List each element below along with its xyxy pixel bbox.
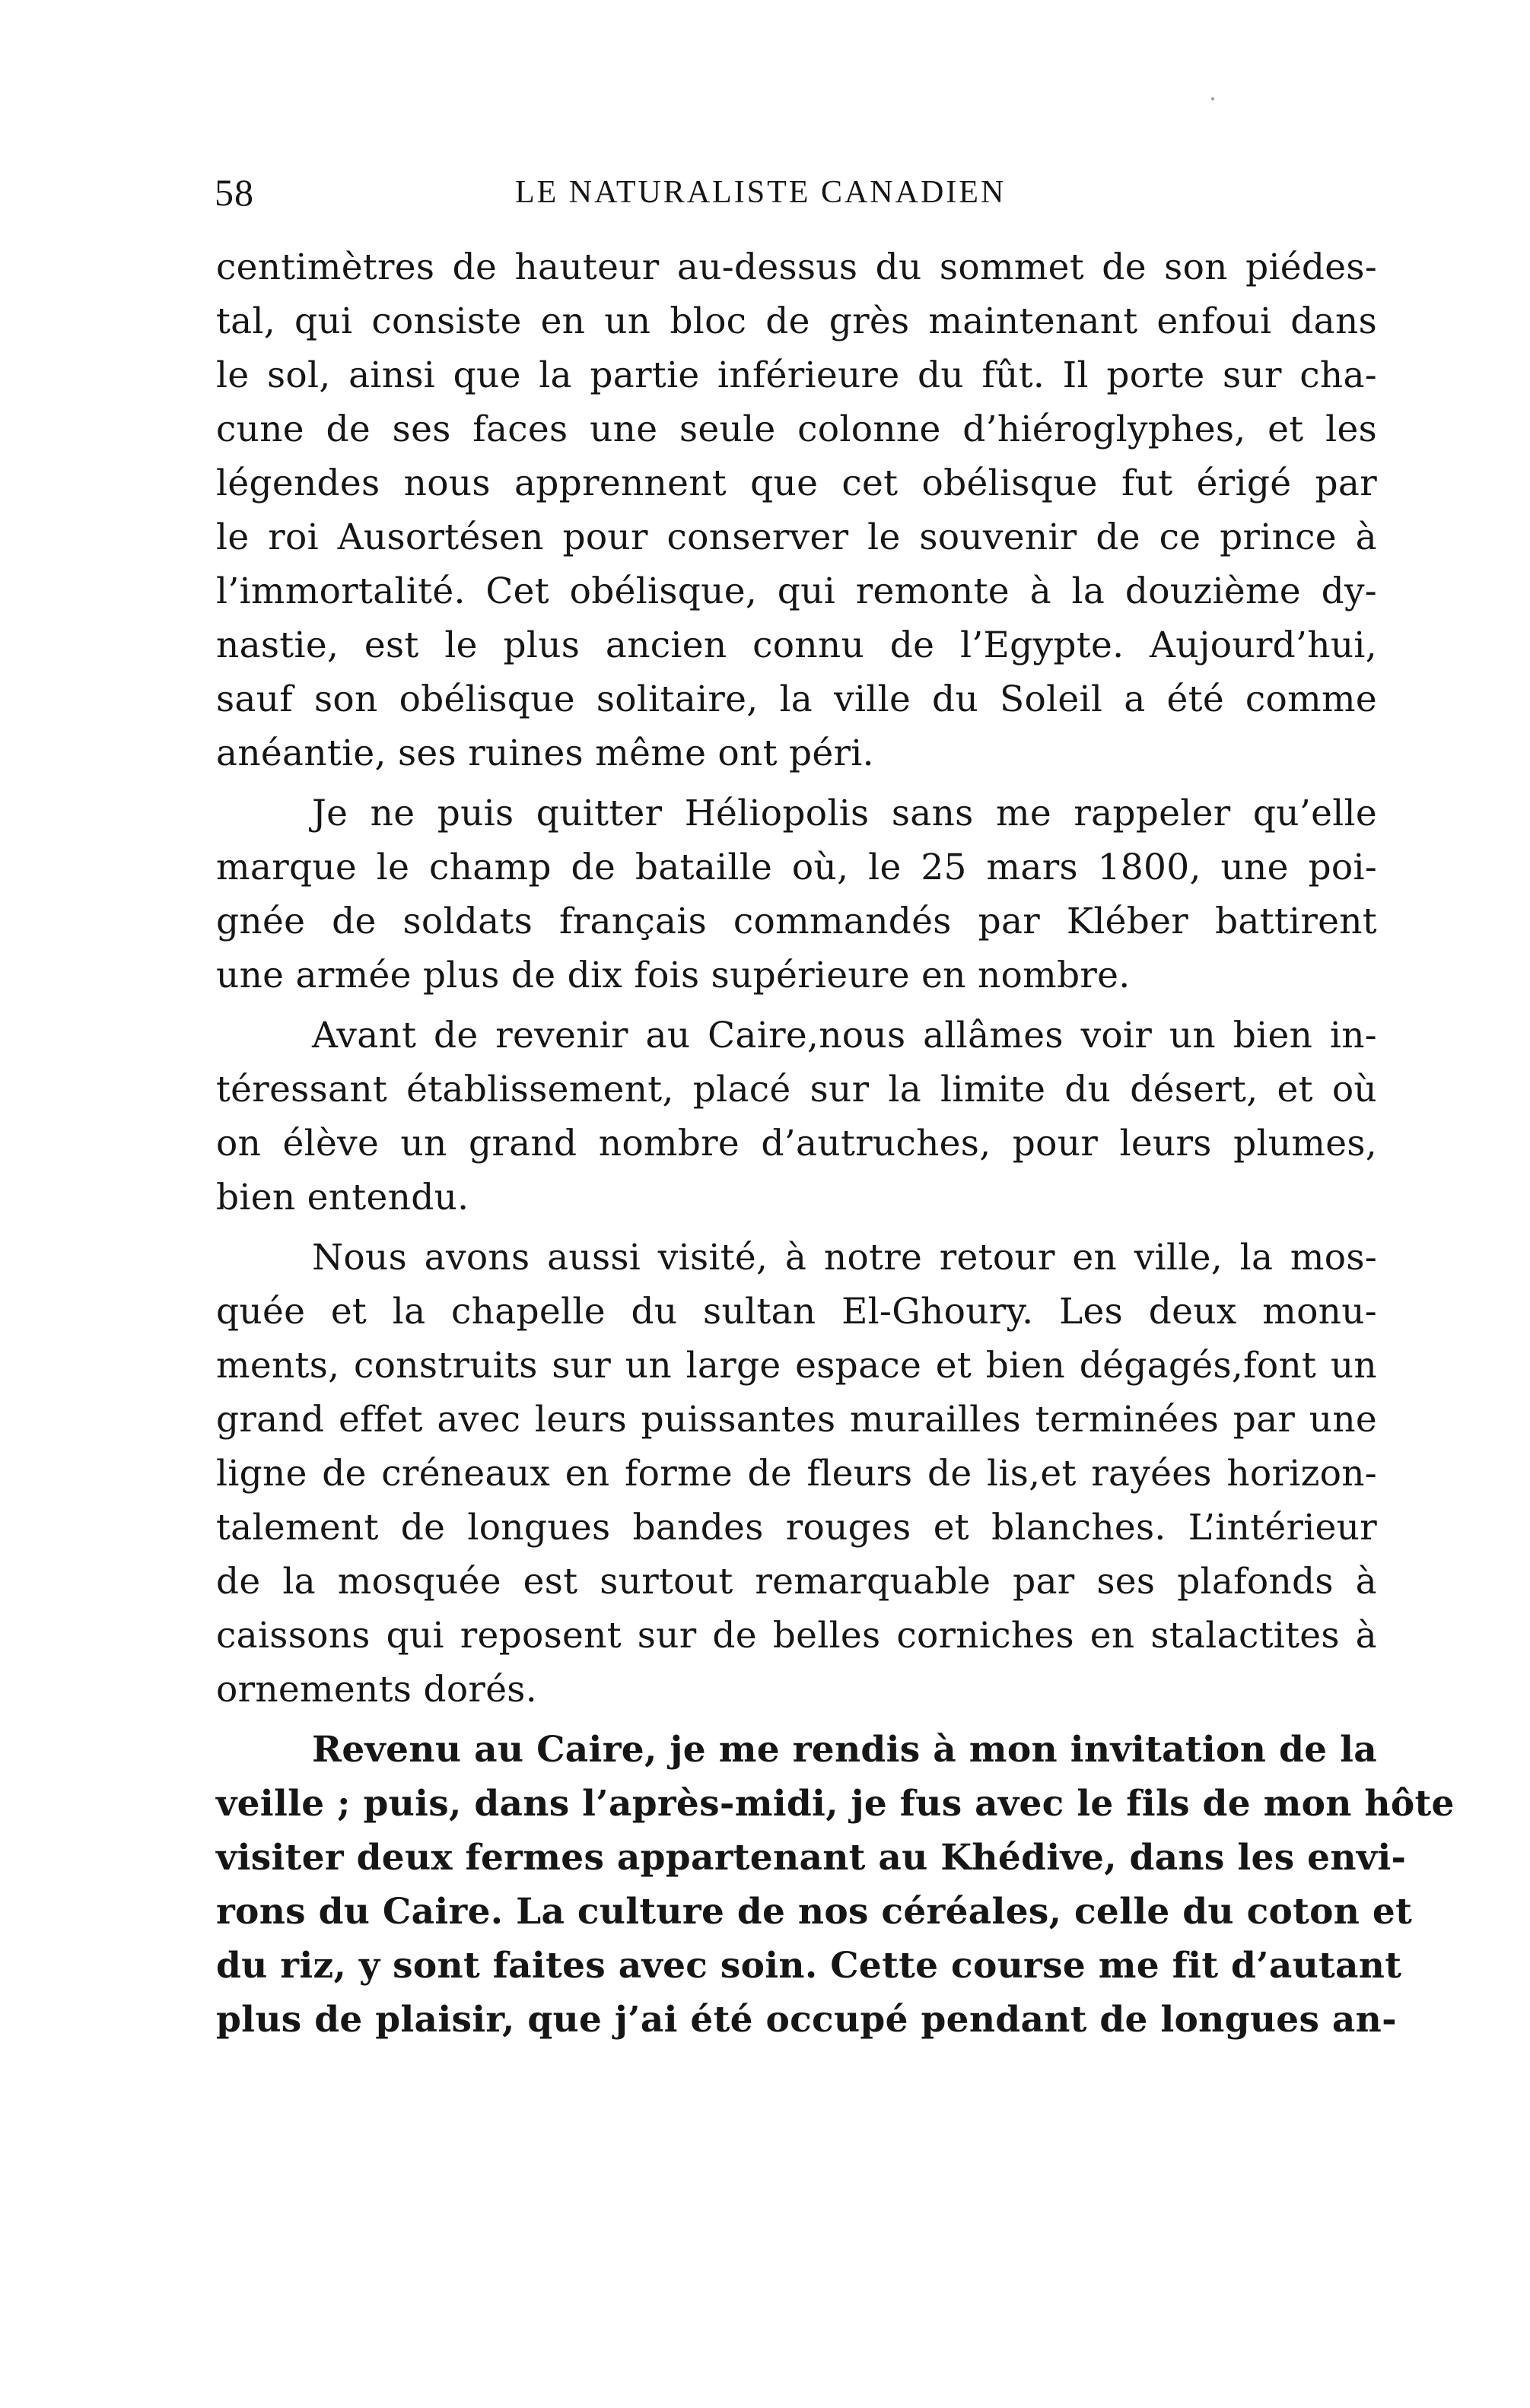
text-line: anéantie, ses ruines même ont péri. (216, 732, 874, 774)
text-line: sauf son obélisque solitaire, la ville du Soleil a été comme (216, 678, 1377, 720)
text-line: tal, qui consiste en un bloc de grès maintenant enfoui dans (216, 300, 1377, 342)
paper-speck (1211, 97, 1214, 100)
text-line: Je ne puis quitter Héliopolis sans me rappeler qu’elle (312, 793, 1377, 834)
text-line: nastie, est le plus ancien connu de l’Egypte. Aujourd’hui, (216, 624, 1377, 666)
text-line: le sol, ainsi que la partie inférieure du fût. Il porte sur cha- (216, 354, 1377, 396)
text-line: téressant établissement, placé sur la limite du désert, et où (216, 1069, 1377, 1110)
text-line: bien entendu. (216, 1177, 469, 1218)
text-line: du riz, y sont faites avec soin. Cette course me fit d’autant (216, 1945, 1402, 1987)
text-line: Avant de revenir au Caire,nous allâmes voir un bien in- (312, 1015, 1377, 1056)
text-line: une armée plus de dix fois supérieure en nombre. (216, 955, 1131, 996)
paragraph (216, 240, 1377, 780)
text-line: caissons qui reposent sur de belles corniches en stalactites à (216, 1615, 1377, 1657)
text-line: de la mosquée est surtout remarquable par ses plafonds à (216, 1561, 1377, 1603)
text-line: talement de longues bandes rouges et blanches. L’intérieur (216, 1507, 1377, 1549)
text-line: ligne de créneaux en forme de fleurs de lis,et rayées horizon- (216, 1453, 1377, 1495)
text-line: plus de plaisir, que j’ai été occupé pendant de longues an- (216, 1999, 1397, 2041)
text-line: grand effet avec leurs puissantes murailles terminées par une (216, 1399, 1377, 1441)
body-text (216, 240, 1455, 2047)
running-head (215, 166, 1379, 219)
text-line: ornements dorés. (216, 1669, 537, 1711)
running-title: LE NATURALISTE CANADIEN (515, 175, 1007, 210)
text-line: visiter deux fermes appartenant au Khédive, dans les envi- (216, 1837, 1407, 1879)
text-line: gnée de soldats français commandés par Kléber battirent (216, 901, 1377, 942)
paragraph (216, 1009, 1377, 1225)
text-line: marque le champ de bataille où, le 25 mars 1800, une poi- (216, 847, 1377, 888)
text-line: Revenu au Caire, je me rendis à mon invitation de la (312, 1729, 1377, 1771)
text-line: le roi Ausortésen pour conserver le souvenir de ce prince à (216, 516, 1377, 558)
paragraph (216, 1231, 1377, 1717)
text-line: ments, construits sur un large espace et bien dégagés,font un (216, 1345, 1377, 1387)
text-line: quée et la chapelle du sultan El-Ghoury. Les deux monu- (216, 1291, 1377, 1333)
text-line: on élève un grand nombre d’autruches, pour leurs plumes, (216, 1123, 1377, 1164)
text-line: veille ; puis, dans l’après-midi, je fus avec le fils de mon hôte (216, 1783, 1455, 1825)
text-line: légendes nous apprennent que cet obélisque fut érigé par (216, 462, 1377, 504)
paragraph (216, 786, 1377, 1002)
text-line: Nous avons aussi visité, à notre retour en ville, la mos- (312, 1237, 1377, 1279)
paragraph (216, 1723, 1455, 2047)
text-line: rons du Caire. La culture de nos céréales, celle du coton et (216, 1891, 1413, 1933)
text-line: centimètres de hauteur au-dessus du sommet de son piédes- (216, 246, 1377, 288)
text-line: l’immortalité. Cet obélisque, qui remonte à la douzième dy- (216, 570, 1377, 612)
text-line: cune de ses faces une seule colonne d’hiéroglyphes, et les (216, 408, 1377, 450)
page-number: 58 (215, 171, 254, 214)
